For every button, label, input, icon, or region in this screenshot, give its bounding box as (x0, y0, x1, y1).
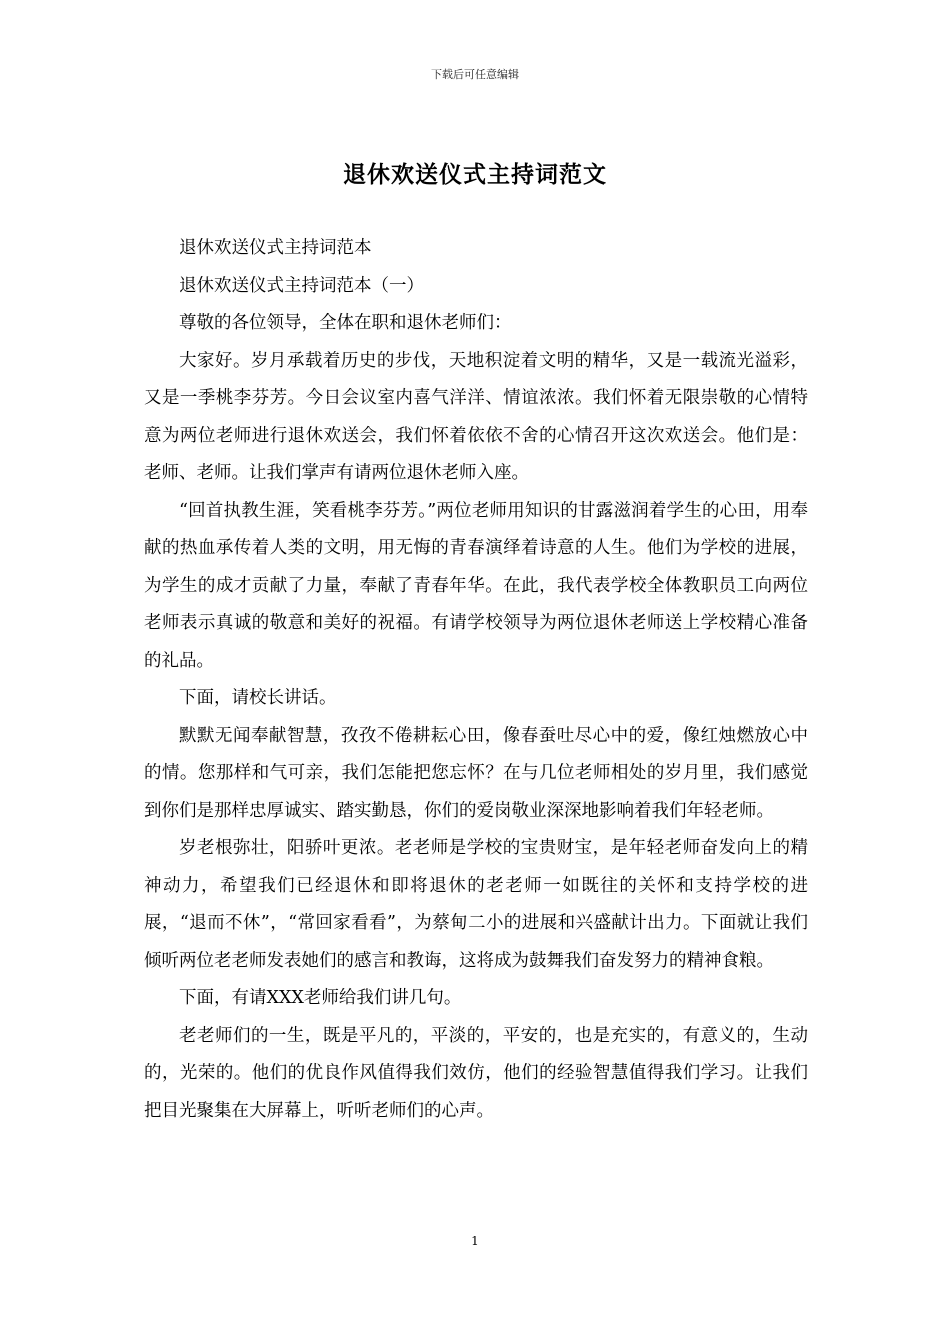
paragraph-subtitle-one: 退休欢送仪式主持词范本（一） (179, 275, 424, 296)
page-header: 下载后可任意编辑 (431, 68, 519, 81)
paragraph: “回首执教生涯，笑看桃李芬芳。”两位老师用知识的甘露滋润着学生的心田，用奉献的热血承传着人类的文明，用无悔的青春演绎着诗意的人生。他们为学校的进展，为学生的成才贡献了力量，奉献了青春年华。在此，我代表学校全体教职员工向两位老师表示真诚的敬意和美好的祝福。有请学校领导为两位退休老师送上学校精心准备的礼品。 (144, 500, 808, 671)
paragraph: 默默无闻奉献智慧，孜孜不倦耕耘心田，像春蚕吐尽心中的爱，像红烛燃放心中的情。您那样和气可亲，我们怎能把您忘怀？在与几位老师相处的岁月里，我们感觉到你们是那样忠厚诚实、踏实勤恳，你们的爱岗敬业深深地影响着我们年轻老师。 (144, 725, 808, 821)
paragraph-salutation: 尊敬的各位领导，全体在职和退休老师们： (179, 313, 512, 333)
page-number: 1 (471, 1234, 479, 1248)
paragraph-subtitle: 退休欢送仪式主持词范本 (179, 238, 372, 258)
document-body (144, 230, 808, 1130)
paragraph: 老老师们的一生，既是平凡的，平淡的，平安的，也是充实的，有意义的，生动的，光荣的。他们的优良作风值得我们效仿，他们的经验智慧值得我们学习。让我们把目光聚集在大屏幕上，听听老师们的心声。 (144, 1025, 808, 1121)
paragraph: 下面，请校长讲话。 (179, 688, 337, 708)
document-title: 退休欢送仪式主持词范文 (343, 161, 607, 188)
paragraph: 大家好。岁月承载着历史的步伐，天地积淀着文明的精华，又是一载流光溢彩，又是一季桃李芬芳。今日会议室内喜气洋洋、情谊浓浓。我们怀着无限崇敬的心情特意为两位老师进行退休欢送会，我们怀着依依不舍的心情召开这次欢送会。他们是：老师、老师。让我们掌声有请两位退休老师入座。 (144, 350, 808, 483)
paragraph: 下面，有请XXX老师给我们讲几句。 (179, 988, 462, 1008)
paragraph: 岁老根弥壮，阳骄叶更浓。老老师是学校的宝贵财宝，是年轻老师奋发向上的精神动力，希望我们已经退休和即将退休的老老师一如既往的关怀和支持学校的进展，“退而不休”，“常回家看看”，为蔡甸二小的进展和兴盛献计出力。下面就让我们倾听两位老老师发表她们的感言和教诲，这将成为鼓舞我们奋发努力的精神食粮。 (144, 838, 808, 971)
